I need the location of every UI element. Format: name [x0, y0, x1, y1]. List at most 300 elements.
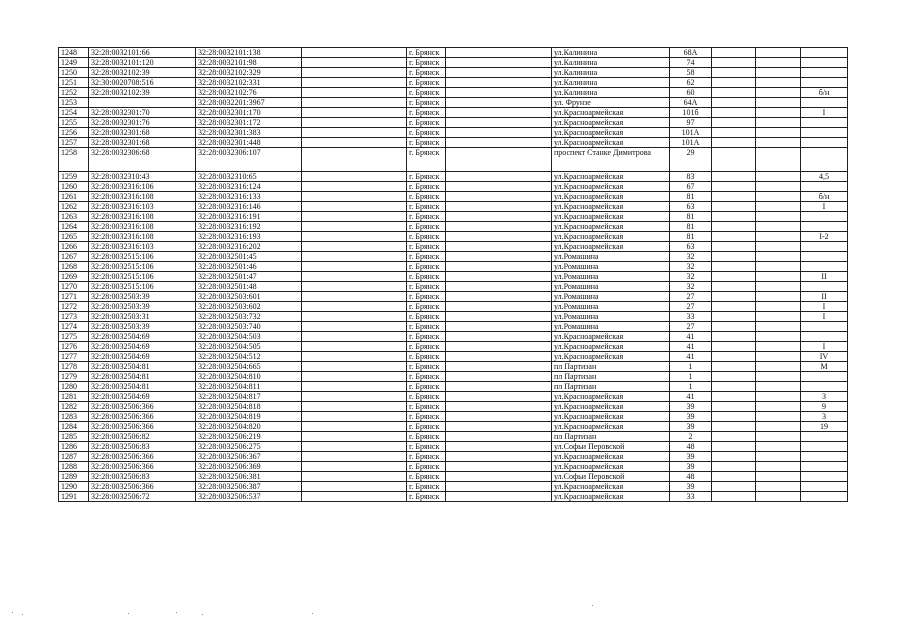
table-row: [59, 492, 848, 502]
table-row: [59, 402, 848, 412]
cell-blank-a: [302, 232, 407, 242]
cell-city: г. Брянск: [407, 422, 446, 432]
cell-blank-a: [302, 272, 407, 282]
cell-street: ул.Красноармейская: [552, 452, 670, 462]
cell-house-number: 1: [670, 362, 712, 372]
cell-cadastral-object: 32:28:0032201:3967: [196, 98, 302, 108]
cell-city: г. Брянск: [407, 332, 446, 342]
cell-premises: М: [801, 362, 848, 372]
cell-street: ул.Ромашина: [552, 302, 670, 312]
cell-blank-d: [756, 182, 801, 192]
cell-blank-c: [712, 412, 756, 422]
cell-premises: [801, 212, 848, 222]
table-row: [59, 302, 848, 312]
cell-blank-d: [756, 352, 801, 362]
cell-blank-d: [756, 382, 801, 392]
cell-city: г. Брянск: [407, 138, 446, 148]
cell-blank-d: [756, 412, 801, 422]
cell-blank-d: [756, 48, 801, 58]
cell-house-number: 1: [670, 382, 712, 392]
cell-cadastral-object: 32:28:0032506:387: [196, 482, 302, 492]
cell-blank-b: [446, 332, 552, 342]
cell-cadastral-object: 32:28:0032503:740: [196, 322, 302, 332]
cell-premises: [801, 492, 848, 502]
cell-blank-b: [446, 88, 552, 98]
table-row: [59, 422, 848, 432]
cell-street: ул.Красноармейская: [552, 212, 670, 222]
table-row: [59, 68, 848, 78]
cell-street: ул.Красноармейская: [552, 242, 670, 252]
cell-cadastral-object: 32:28:0032503:602: [196, 302, 302, 312]
cell-premises: [801, 452, 848, 462]
cell-cadastral-object: 32:28:0032301:172: [196, 118, 302, 128]
cell-cadastral-object: 32:28:0032503:732: [196, 312, 302, 322]
cell-city: г. Брянск: [407, 302, 446, 312]
cell-blank-a: [302, 262, 407, 272]
cell-blank-b: [446, 462, 552, 472]
cell-blank-c: [712, 98, 756, 108]
cell-premises: [801, 58, 848, 68]
cell-row-number: 1256: [59, 128, 89, 138]
cell-cadastral-object: 32:28:0032504:820: [196, 422, 302, 432]
cell-blank-c: [712, 372, 756, 382]
cell-cadastral-object: 32:28:0032506:369: [196, 462, 302, 472]
cell-blank-a: [302, 362, 407, 372]
table-row: [59, 442, 848, 452]
table-row: [59, 362, 848, 372]
cell-blank-d: [756, 118, 801, 128]
cell-blank-c: [712, 302, 756, 312]
table-row: [59, 482, 848, 492]
cell-house-number: 27: [670, 302, 712, 312]
cell-blank-a: [302, 282, 407, 292]
cell-row-number: 1285: [59, 432, 89, 442]
cell-city: г. Брянск: [407, 272, 446, 282]
cell-row-number: 1279: [59, 372, 89, 382]
cell-street: ул.Калинина: [552, 78, 670, 88]
cell-cadastral-parcel: 32:28:0032316:106: [89, 182, 196, 192]
cell-cadastral-parcel: 32:28:0032506:83: [89, 472, 196, 482]
cell-street: ул.Софьи Перовской: [552, 442, 670, 452]
cell-house-number: 63: [670, 242, 712, 252]
cell-cadastral-object: 32:28:0032301:170: [196, 108, 302, 118]
cell-blank-b: [446, 322, 552, 332]
cell-street: пл Партизан: [552, 372, 670, 382]
cell-row-number: 1252: [59, 88, 89, 98]
cell-blank-d: [756, 482, 801, 492]
cell-house-number: 81: [670, 192, 712, 202]
cell-blank-a: [302, 118, 407, 128]
cell-blank-c: [712, 252, 756, 262]
cell-premises: [801, 222, 848, 232]
cell-cadastral-object: 32:28:0032504:818: [196, 402, 302, 412]
cell-street: ул.Калинина: [552, 48, 670, 58]
cell-street: проспект Станке Димитрова: [552, 148, 670, 172]
cell-blank-d: [756, 442, 801, 452]
cell-city: г. Брянск: [407, 172, 446, 182]
cell-blank-c: [712, 48, 756, 58]
cell-house-number: 33: [670, 312, 712, 322]
cell-blank-c: [712, 282, 756, 292]
cell-street: ул.Красноармейская: [552, 202, 670, 212]
table-row: [59, 242, 848, 252]
cell-house-number: 101А: [670, 138, 712, 148]
cell-street: пл Партизан: [552, 362, 670, 372]
cell-blank-b: [446, 118, 552, 128]
cell-blank-c: [712, 422, 756, 432]
cell-cadastral-object: 32:28:0032310:65: [196, 172, 302, 182]
table-row: [59, 232, 848, 242]
cell-cadastral-parcel: 32:28:0032504:69: [89, 352, 196, 362]
cell-row-number: 1249: [59, 58, 89, 68]
table-row: [59, 98, 848, 108]
cell-cadastral-parcel: 32:28:0032506:82: [89, 432, 196, 442]
cell-house-number: 29: [670, 148, 712, 172]
cell-house-number: 68А: [670, 48, 712, 58]
cell-blank-a: [302, 292, 407, 302]
cell-city: г. Брянск: [407, 182, 446, 192]
table-row: [59, 262, 848, 272]
cell-blank-c: [712, 472, 756, 482]
cell-blank-a: [302, 492, 407, 502]
cell-blank-c: [712, 432, 756, 442]
cell-cadastral-object: 32:28:0032316:193: [196, 232, 302, 242]
cell-blank-b: [446, 148, 552, 172]
cell-premises: II: [801, 272, 848, 282]
cell-cadastral-parcel: 32:28:0032101:120: [89, 58, 196, 68]
table-row: [59, 222, 848, 232]
cell-cadastral-object: 32:28:0032506:275: [196, 442, 302, 452]
cell-cadastral-parcel: 32:28:0032301:68: [89, 128, 196, 138]
cell-premises: I: [801, 302, 848, 312]
cell-blank-b: [446, 48, 552, 58]
cell-row-number: 1254: [59, 108, 89, 118]
cell-cadastral-parcel: 32:28:0032102:39: [89, 68, 196, 78]
cell-house-number: 64А: [670, 98, 712, 108]
cell-city: г. Брянск: [407, 372, 446, 382]
cell-blank-c: [712, 262, 756, 272]
cell-city: г. Брянск: [407, 442, 446, 452]
cell-blank-c: [712, 212, 756, 222]
cell-blank-b: [446, 482, 552, 492]
cell-blank-a: [302, 402, 407, 412]
cell-row-number: 1261: [59, 192, 89, 202]
cell-blank-b: [446, 182, 552, 192]
cell-house-number: 41: [670, 352, 712, 362]
cell-street: ул.Ромашина: [552, 272, 670, 282]
cell-city: г. Брянск: [407, 342, 446, 352]
cell-blank-a: [302, 182, 407, 192]
cell-house-number: 39: [670, 452, 712, 462]
cell-city: г. Брянск: [407, 148, 446, 172]
cell-blank-c: [712, 148, 756, 172]
cell-row-number: 1289: [59, 472, 89, 482]
cell-blank-b: [446, 412, 552, 422]
cell-blank-d: [756, 272, 801, 282]
cell-house-number: 2: [670, 432, 712, 442]
cell-premises: [801, 128, 848, 138]
cell-blank-a: [302, 98, 407, 108]
cell-street: ул.Красноармейская: [552, 172, 670, 182]
cell-row-number: 1282: [59, 402, 89, 412]
cell-house-number: 63: [670, 202, 712, 212]
cell-street: ул.Ромашина: [552, 322, 670, 332]
cell-house-number: 41: [670, 332, 712, 342]
cell-blank-c: [712, 138, 756, 148]
cell-cadastral-parcel: 32:28:0032515:106: [89, 282, 196, 292]
cell-premises: [801, 48, 848, 58]
cell-blank-c: [712, 78, 756, 88]
cell-blank-c: [712, 242, 756, 252]
table-row: [59, 128, 848, 138]
cell-street: ул.Ромашина: [552, 312, 670, 322]
cell-city: г. Брянск: [407, 472, 446, 482]
cell-blank-a: [302, 352, 407, 362]
cell-blank-b: [446, 212, 552, 222]
cell-cadastral-parcel: 32:30:0020708:516: [89, 78, 196, 88]
cell-cadastral-parcel: 32:28:0032515:106: [89, 262, 196, 272]
table-row: [59, 202, 848, 212]
cell-blank-a: [302, 422, 407, 432]
cell-street: ул.Калинина: [552, 58, 670, 68]
cell-city: г. Брянск: [407, 292, 446, 302]
cell-blank-b: [446, 282, 552, 292]
cell-city: г. Брянск: [407, 492, 446, 502]
cell-premises: I-2: [801, 232, 848, 242]
cell-row-number: 1272: [59, 302, 89, 312]
cell-house-number: 62: [670, 78, 712, 88]
cell-blank-b: [446, 392, 552, 402]
table-row: [59, 212, 848, 222]
cell-cadastral-parcel: 32:28:0032503:31: [89, 312, 196, 322]
cell-cadastral-parcel: 32:28:0032301:76: [89, 118, 196, 128]
cell-cadastral-parcel: 32:28:0032316:108: [89, 232, 196, 242]
cell-blank-b: [446, 312, 552, 322]
cell-blank-b: [446, 58, 552, 68]
cell-cadastral-object: 32:28:0032501:45: [196, 252, 302, 262]
cell-street: ул.Красноармейская: [552, 332, 670, 342]
cell-street: ул.Красноармейская: [552, 392, 670, 402]
cell-cadastral-parcel: 32:28:0032504:81: [89, 362, 196, 372]
table-row: [59, 138, 848, 148]
cell-blank-a: [302, 242, 407, 252]
cell-premises: IV: [801, 352, 848, 362]
cell-blank-c: [712, 312, 756, 322]
cell-row-number: 1291: [59, 492, 89, 502]
cell-city: г. Брянск: [407, 402, 446, 412]
cell-house-number: 39: [670, 402, 712, 412]
cell-row-number: 1290: [59, 482, 89, 492]
cell-cadastral-parcel: 32:28:0032504:69: [89, 342, 196, 352]
cell-blank-d: [756, 402, 801, 412]
cell-premises: [801, 472, 848, 482]
cell-blank-d: [756, 472, 801, 482]
cell-cadastral-parcel: 32:28:0032506:366: [89, 452, 196, 462]
cell-blank-d: [756, 452, 801, 462]
cell-blank-d: [756, 88, 801, 98]
cell-blank-a: [302, 88, 407, 98]
cell-blank-c: [712, 342, 756, 352]
cell-row-number: 1259: [59, 172, 89, 182]
cell-cadastral-object: 32:28:0032316:202: [196, 242, 302, 252]
cell-street: ул.Калинина: [552, 68, 670, 78]
cell-row-number: 1283: [59, 412, 89, 422]
cell-premises: 3: [801, 412, 848, 422]
cell-row-number: 1275: [59, 332, 89, 342]
cell-blank-d: [756, 372, 801, 382]
cell-blank-c: [712, 322, 756, 332]
cell-blank-c: [712, 442, 756, 452]
cell-row-number: 1266: [59, 242, 89, 252]
cell-blank-d: [756, 342, 801, 352]
cell-cadastral-object: 32:28:0032504:512: [196, 352, 302, 362]
cell-premises: [801, 372, 848, 382]
table-row: [59, 272, 848, 282]
cell-cadastral-parcel: 32:28:0032506:366: [89, 412, 196, 422]
cell-blank-d: [756, 128, 801, 138]
cell-premises: I: [801, 202, 848, 212]
cell-blank-c: [712, 108, 756, 118]
cell-blank-b: [446, 78, 552, 88]
cell-blank-d: [756, 108, 801, 118]
cell-blank-d: [756, 392, 801, 402]
cell-premises: [801, 322, 848, 332]
cell-blank-c: [712, 482, 756, 492]
cell-house-number: 32: [670, 272, 712, 282]
cell-blank-b: [446, 492, 552, 502]
cell-premises: б/н: [801, 88, 848, 98]
cell-blank-d: [756, 212, 801, 222]
cell-city: г. Брянск: [407, 262, 446, 272]
cell-blank-a: [302, 48, 407, 58]
cell-cadastral-object: 32:28:0032301:448: [196, 138, 302, 148]
cell-blank-d: [756, 252, 801, 262]
cell-city: г. Брянск: [407, 128, 446, 138]
cell-blank-b: [446, 232, 552, 242]
cell-city: г. Брянск: [407, 88, 446, 98]
cell-blank-d: [756, 68, 801, 78]
cell-blank-c: [712, 272, 756, 282]
cell-house-number: 41: [670, 342, 712, 352]
cell-blank-b: [446, 382, 552, 392]
cell-blank-b: [446, 442, 552, 452]
cell-city: г. Брянск: [407, 392, 446, 402]
cell-blank-d: [756, 292, 801, 302]
cell-cadastral-parcel: 32:28:0032102:39: [89, 88, 196, 98]
cell-house-number: 81: [670, 212, 712, 222]
cell-blank-b: [446, 262, 552, 272]
cell-blank-d: [756, 492, 801, 502]
cell-blank-b: [446, 68, 552, 78]
cell-blank-b: [446, 362, 552, 372]
cell-street: ул.Калинина: [552, 88, 670, 98]
cell-cadastral-parcel: [89, 98, 196, 108]
cell-row-number: 1257: [59, 138, 89, 148]
cell-house-number: 58: [670, 68, 712, 78]
cell-blank-a: [302, 148, 407, 172]
cell-house-number: 39: [670, 412, 712, 422]
cell-city: г. Брянск: [407, 252, 446, 262]
cell-blank-c: [712, 222, 756, 232]
cell-blank-b: [446, 402, 552, 412]
cell-street: ул.Софьи Перовской: [552, 472, 670, 482]
cell-blank-c: [712, 172, 756, 182]
cell-house-number: 39: [670, 422, 712, 432]
cell-blank-c: [712, 382, 756, 392]
cell-row-number: 1277: [59, 352, 89, 362]
cell-cadastral-parcel: 32:28:0032506:366: [89, 402, 196, 412]
cell-blank-b: [446, 352, 552, 362]
cell-city: г. Брянск: [407, 48, 446, 58]
cell-street: пл Партизан: [552, 432, 670, 442]
cell-house-number: 81: [670, 222, 712, 232]
cell-premises: [801, 242, 848, 252]
table-row: [59, 322, 848, 332]
table-row: [59, 352, 848, 362]
cell-row-number: 1265: [59, 232, 89, 242]
table-row: [59, 342, 848, 352]
cell-cadastral-parcel: 32:28:0032316:103: [89, 242, 196, 252]
cell-cadastral-parcel: 32:28:0032503:39: [89, 302, 196, 312]
cell-house-number: 81: [670, 232, 712, 242]
cell-city: г. Брянск: [407, 352, 446, 362]
cell-street: ул.Красноармейская: [552, 482, 670, 492]
table-row: [59, 252, 848, 262]
cell-house-number: 32: [670, 262, 712, 272]
cell-blank-a: [302, 192, 407, 202]
cell-cadastral-object: 32:28:0032102:76: [196, 88, 302, 98]
cell-city: г. Брянск: [407, 322, 446, 332]
cell-row-number: 1258: [59, 148, 89, 172]
cell-house-number: 60: [670, 88, 712, 98]
cell-premises: [801, 282, 848, 292]
cell-blank-b: [446, 128, 552, 138]
cell-blank-b: [446, 422, 552, 432]
cell-cadastral-parcel: 32:28:0032515:106: [89, 252, 196, 262]
cell-blank-c: [712, 402, 756, 412]
cell-city: г. Брянск: [407, 282, 446, 292]
cell-street: ул.Ромашина: [552, 282, 670, 292]
cell-house-number: 74: [670, 58, 712, 68]
cell-blank-c: [712, 88, 756, 98]
cell-blank-c: [712, 192, 756, 202]
cell-premises: [801, 148, 848, 172]
cell-blank-c: [712, 492, 756, 502]
cell-street: ул.Красноармейская: [552, 462, 670, 472]
table-row: [59, 432, 848, 442]
cell-cadastral-object: 32:28:0032504:505: [196, 342, 302, 352]
cell-blank-d: [756, 148, 801, 172]
cell-street: ул.Красноармейская: [552, 402, 670, 412]
cell-blank-b: [446, 172, 552, 182]
cell-row-number: 1274: [59, 322, 89, 332]
cell-cadastral-parcel: 32:28:0032506:83: [89, 442, 196, 452]
cell-city: г. Брянск: [407, 382, 446, 392]
cell-blank-a: [302, 202, 407, 212]
table-row: [59, 292, 848, 302]
cell-city: г. Брянск: [407, 68, 446, 78]
cell-premises: [801, 138, 848, 148]
cell-street: ул.Красноармейская: [552, 412, 670, 422]
cell-cadastral-parcel: 32:28:0032316:103: [89, 202, 196, 212]
table-row: [59, 118, 848, 128]
cell-blank-b: [446, 432, 552, 442]
cell-premises: I: [801, 312, 848, 322]
cell-row-number: 1260: [59, 182, 89, 192]
cell-cadastral-object: 32:28:0032504:503: [196, 332, 302, 342]
table-row: [59, 88, 848, 98]
cell-cadastral-object: 32:28:0032306:107: [196, 148, 302, 172]
